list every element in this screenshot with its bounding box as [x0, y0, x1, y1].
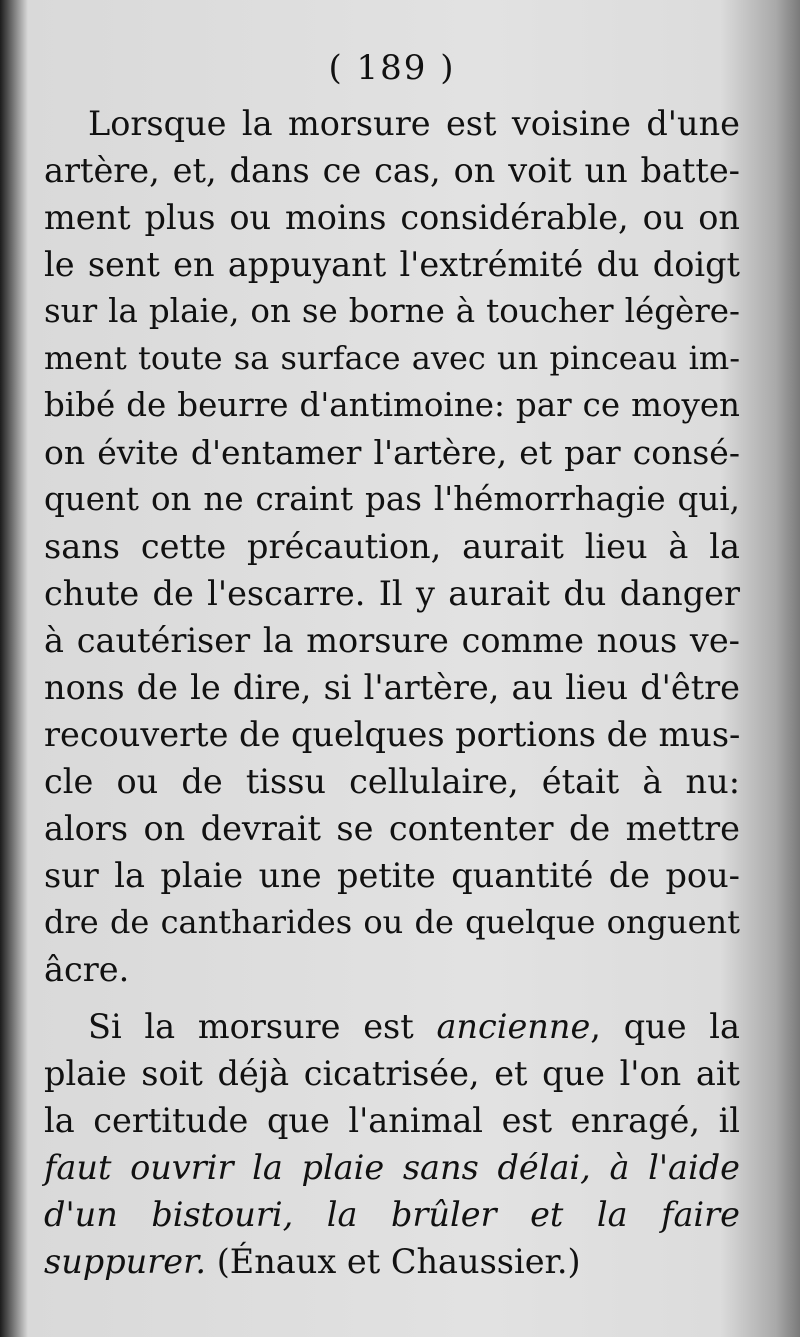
italic-text-line: faut ouvrir la plaie sans délai, à l'aide: [44, 1148, 740, 1187]
text-line: la certitude que l'animal est enragé, il: [44, 1101, 740, 1140]
text-line: recouverte de quelques portions de mus-: [44, 715, 741, 754]
text-line: ment toute sa surface avec un pinceau im-: [44, 339, 740, 377]
text-line: artère, et, dans ce cas, on voit un batte-: [44, 151, 740, 190]
text-line: [44, 1238, 740, 1285]
text-line: quent on ne craint pas l'hémorrhagie qui,: [44, 480, 740, 518]
text-line: cle ou de tissu cellulaire, était à nu:: [44, 762, 740, 801]
text-line: alors on devrait se contenter de mettre: [44, 809, 740, 848]
text-line: chute de l'escarre. Il y aurait du danger: [44, 574, 740, 613]
text-run: , que la: [590, 1007, 740, 1046]
text-line: âcre.: [44, 950, 130, 989]
italic-text: suppurer.: [44, 1242, 207, 1281]
text-line: sur la plaie, on se borne à toucher légère-: [44, 292, 740, 330]
text-line: sans cette précaution, aurait lieu à la: [44, 527, 740, 566]
text-line: bibé de beurre d'antimoine: par ce moyen: [44, 386, 740, 424]
text-line: le sent en appuyant l'extrémité du doigt: [44, 245, 740, 284]
text-line: [44, 1003, 740, 1050]
text-line: à cautériser la morsure comme nous ve-: [44, 621, 740, 660]
text-line: on évite d'entamer l'artère, et par consé-: [44, 433, 740, 472]
italic-text-line: d'un bistouri, la brûler et la faire: [44, 1195, 740, 1234]
citation: (Énaux et Chaussier.): [206, 1242, 581, 1281]
paragraph-1: [44, 100, 740, 993]
text-line: Lorsque la morsure est voisine d'une: [88, 104, 740, 143]
page-content: [44, 40, 740, 1285]
page-number: ( 189 ): [328, 48, 456, 88]
italic-text: ancienne: [436, 1007, 591, 1046]
text-line: dre de cantharides ou de quelque onguent: [44, 903, 740, 941]
text-line: sur la plaie une petite quantité de pou-: [44, 856, 740, 895]
text-line: ment plus ou moins considérable, ou on: [44, 198, 740, 237]
text-line: nons de le dire, si l'artère, au lieu d'être: [44, 668, 740, 707]
text-line: plaie soit déjà cicatrisée, et que l'on ait: [44, 1054, 740, 1093]
paragraph-gap: [44, 993, 740, 1003]
paragraph-2: [44, 1003, 740, 1285]
text-run: Si la morsure est: [88, 1007, 437, 1046]
